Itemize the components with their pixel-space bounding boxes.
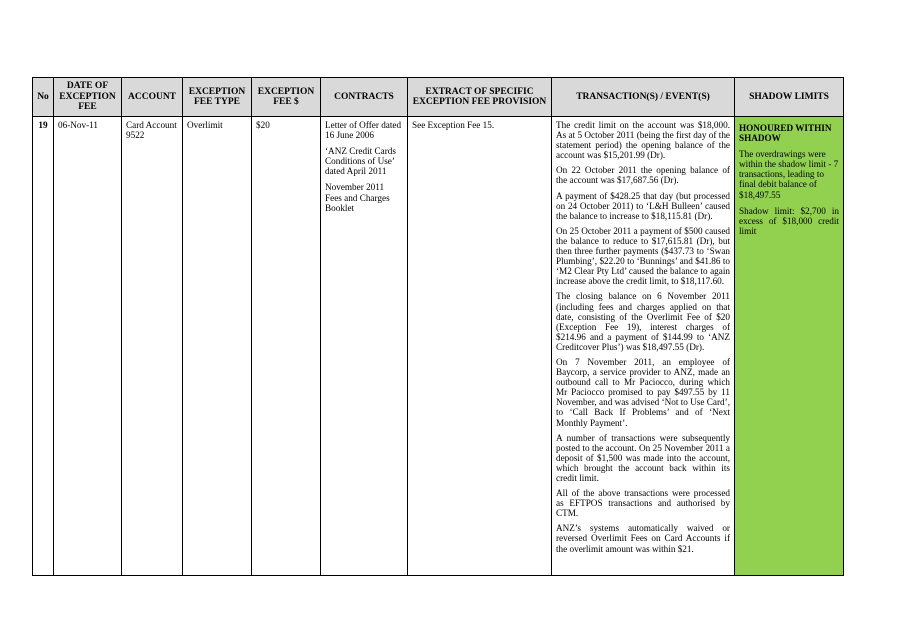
contract-item: Letter of Offer dated 16 June 2006 xyxy=(325,120,402,141)
cell-no: 19 xyxy=(33,117,54,576)
cell-account: Card Account 9522 xyxy=(122,117,183,576)
exception-fee-table xyxy=(32,77,844,576)
header-account: ACCOUNT xyxy=(122,78,183,117)
cell-fee-type: Overlimit xyxy=(183,117,252,576)
shadow-heading: HONOURED WITHIN SHADOW xyxy=(739,123,832,144)
header-no: No xyxy=(33,78,54,117)
transaction-paragraph: On 22 October 2011 the opening balance of the account was $17,687.56 (Dr). xyxy=(556,165,730,186)
table-row xyxy=(33,117,844,576)
shadow-limit-note: Shadow limit: $2,700 in excess of $18,000 credit limit xyxy=(739,205,839,236)
contract-item: November 2011 Fees and Charges Booklet xyxy=(325,182,390,213)
transaction-paragraph: A number of transactions were subsequently posted to the account. On 25 November 2011 a deposit of $1,500 was made into the account, which brought the account back within its credit limit. xyxy=(556,432,730,483)
header-row xyxy=(33,78,844,117)
cell-date: 06-Nov-11 xyxy=(54,117,122,576)
header-fee-type: EXCEPTION FEE TYPE xyxy=(183,78,252,117)
header-date: DATE OF EXCEPTION FEE xyxy=(54,78,122,117)
transaction-paragraph: ANZ’s systems automatically waived or reversed Overlimit Fees on Card Accounts if the overlimit amount was within $21. xyxy=(556,523,730,554)
shadow-note: The overdrawings were within the shadow limit - 7 transactions, leading to final debit balance of $18,497.55 xyxy=(739,149,839,200)
transaction-paragraph: The closing balance on 6 November 2011 (including fees and charges applied on that date, consisting of the Overlimit Fee of $20 (Exception Fee 19), interest charges of $214.96 and a payment of $144.99 to ‘ANZ Creditcover Plus’) was $18,497.55 (Dr). xyxy=(556,291,730,352)
header-fee-amount: EXCEPTION FEE $ xyxy=(252,78,321,117)
cell-extract: See Exception Fee 15. xyxy=(408,117,552,576)
transaction-paragraph: On 25 October 2011 a payment of $500 caused the balance to reduce to $17,615.81 (Dr), but then three further payments ($437.73 to ‘Swan Plumbing’, $22.20 to ‘Bunnings’ and $41.86 to ‘M2 Clear Pty Ltd’ caused the balance to again increase above the credit limit, to $18,117.60. xyxy=(556,225,730,287)
cell-transactions xyxy=(552,117,735,576)
header-transactions: TRANSACTION(S) / EVENT(S) xyxy=(552,78,735,117)
transaction-paragraph: All of the above transactions were processed as EFTPOS transactions and authorised by CTM. xyxy=(556,488,730,519)
cell-fee-amount: $20 xyxy=(252,117,321,576)
cell-shadow-limits xyxy=(735,117,844,576)
header-extract: EXTRACT OF SPECIFIC EXCEPTION FEE PROVISION xyxy=(408,78,552,117)
transaction-paragraph: On 7 November 2011, an employee of Baycorp, a service provider to ANZ, made an outbound call to Mr Paciocco, during which Mr Paciocco promised to pay $497.55 by 11 November, and was advised ‘Not to Use Card’, to ‘Call Back If Problems’ and of ‘Next Monthly Payment’. xyxy=(556,356,730,428)
contract-item: ‘ANZ Credit Cards Conditions of Use’ dated April 2011 xyxy=(325,146,396,177)
transaction-paragraph: A payment of $428.25 that day (but processed on 24 October 2011) to ‘L&H Bulleen’ caused the balance to increase to $18,115.81 (Dr). xyxy=(556,190,730,221)
cell-contracts xyxy=(321,117,408,576)
header-shadow-limits: SHADOW LIMITS xyxy=(735,78,844,117)
header-contracts: CONTRACTS xyxy=(321,78,408,117)
transaction-paragraph: The credit limit on the account was $18,000. As at 5 October 2011 (being the first day of the statement period) the opening balance of the account was $15,201.99 (Dr). xyxy=(556,120,730,161)
